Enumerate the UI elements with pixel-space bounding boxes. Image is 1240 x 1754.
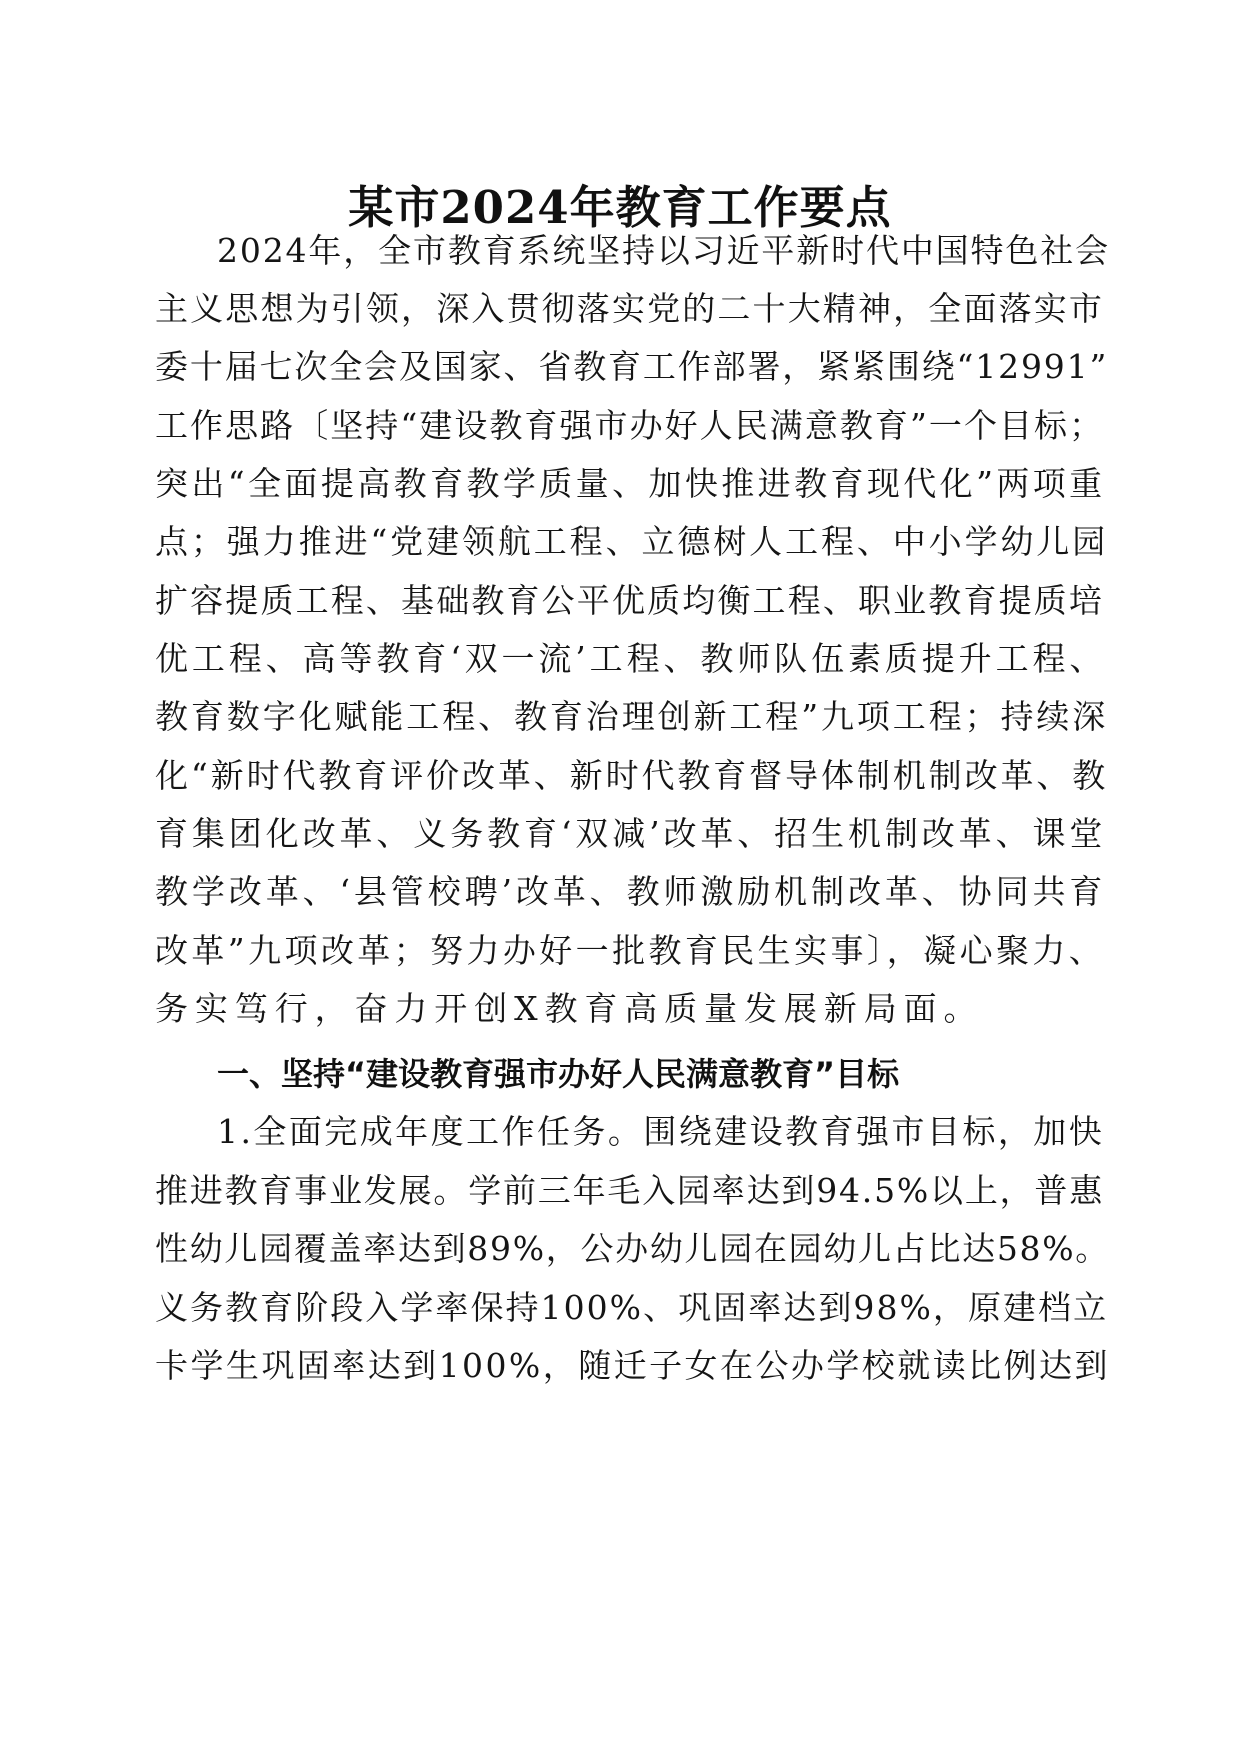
item-line-2: 推进教育事业发展。学前三年毛入园率达到94.5%以上，普惠	[155, 1171, 1105, 1210]
intro-line-14: 务实笃行，奋力开创X教育高质量发展新局面。	[155, 989, 984, 1028]
item-line-3: 性幼儿园覆盖率达到89%，公办幼儿园在园幼儿占比达58%。	[155, 1229, 1110, 1268]
item-line-1: 1.全面完成年度工作任务。围绕建设教育强市目标，加快	[217, 1112, 1105, 1151]
intro-line-7: 扩容提质工程、基础教育公平优质均衡工程、职业教育提质培	[155, 581, 1105, 620]
intro-line-3: 委十届七次全会及国家、省教育工作部署，紧紧围绕“12991”	[155, 347, 1109, 386]
document-title: 某市2024年教育工作要点	[348, 181, 892, 234]
intro-line-9: 教育数字化赋能工程、教育治理创新工程”九项工程；持续深	[155, 697, 1109, 736]
intro-line-6: 点；强力推进“党建领航工程、立德树人工程、中小学幼儿园	[155, 522, 1109, 561]
intro-line-1: 2024年，全市教育系统坚持以习近平新时代中国特色社会	[217, 231, 1110, 270]
intro-line-5: 突出“全面提高教育教学质量、加快推进教育现代化”两项重	[155, 464, 1106, 503]
intro-line-13: 改革”九项改革；努力办好一批教育民生实事〕，凝心聚力、	[155, 931, 1106, 970]
item-line-4: 义务教育阶段入学率保持100%、巩固率达到98%，原建档立	[155, 1288, 1109, 1327]
intro-line-4: 工作思路〔坚持“建设教育强市办好人民满意教育”一个目标；	[155, 406, 1105, 445]
intro-line-11: 育集团化改革、义务教育‘双减’改革、招生机制改革、课堂	[155, 814, 1107, 853]
intro-line-10: 化“新时代教育评价改革、新时代教育督导体制机制改革、教	[155, 756, 1109, 795]
intro-line-8: 优工程、高等教育‘双一流’工程、教师队伍素质提升工程、	[155, 639, 1107, 678]
section-heading-1: 一、坚持“建设教育强市办好人民满意教育”目标	[217, 1055, 900, 1093]
intro-line-2: 主义思想为引领，深入贯彻落实党的二十大精神，全面落实市	[155, 289, 1105, 328]
item-line-5: 卡学生巩固率达到100%，随迁子女在公办学校就读比例达到	[155, 1346, 1110, 1385]
intro-line-12: 教学改革、‘县管校聘’改革、教师激励机制改革、协同共育	[155, 872, 1107, 911]
